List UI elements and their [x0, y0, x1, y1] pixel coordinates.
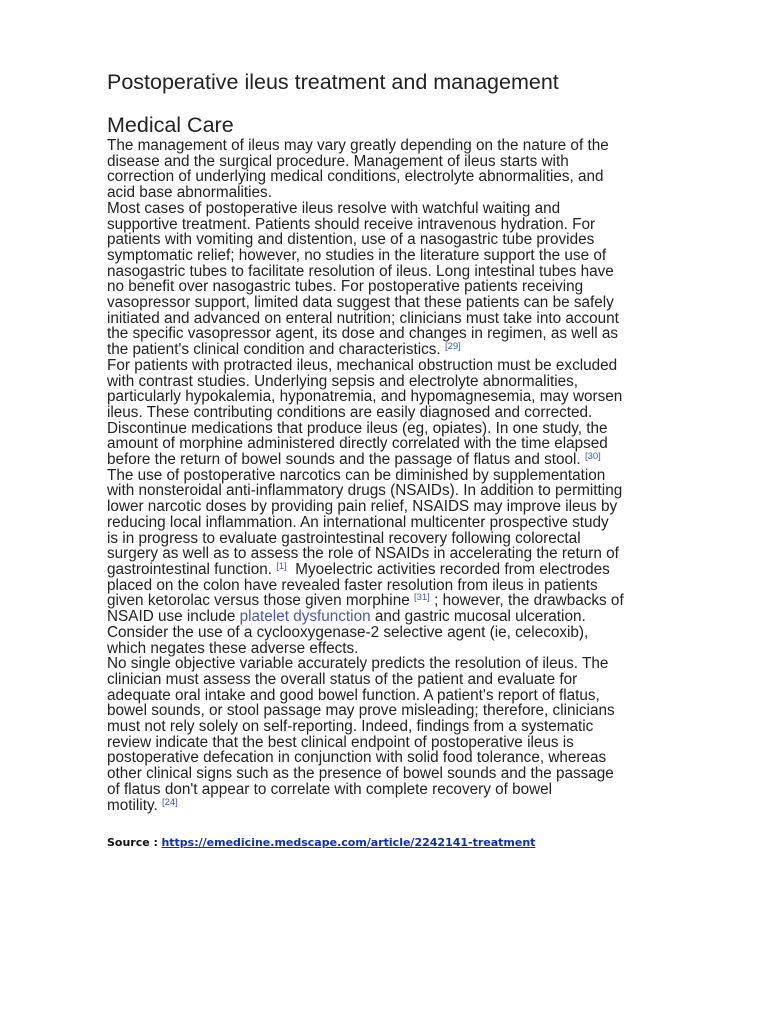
- text-line: [107, 625, 697, 641]
- text-line: [107, 766, 697, 782]
- line-text: clinician must assess the overall status of the patient and evaluate for: [107, 670, 578, 688]
- line-text: The use of postoperative narcotics can be diminished by supplementation: [107, 466, 606, 484]
- text-line: [107, 782, 697, 798]
- line-text: the specific vasopressor agent, its dose and changes in regimen, as well as: [107, 325, 619, 343]
- line-text: must not rely solely on self-reporting. Indeed, findings from a systematic: [107, 718, 594, 736]
- line-text: No single objective variable accurately predicts the resolution of ileus. The: [107, 655, 609, 673]
- text-line: [107, 295, 697, 311]
- body-paragraph: [107, 138, 697, 201]
- section-heading: Medical Care: [107, 113, 234, 137]
- text-line: [107, 185, 697, 201]
- line-text-continued: Myoelectric activities recorded from electrodes: [286, 560, 610, 578]
- text-line: [107, 232, 697, 248]
- text-line: [107, 750, 697, 766]
- text-line: [107, 358, 697, 374]
- text-line: [107, 389, 697, 405]
- text-line: [107, 656, 697, 672]
- source-label: Source :: [107, 836, 158, 849]
- inline-link[interactable]: platelet dysfunction: [239, 608, 371, 626]
- line-text: amount of morphine administered directly correlated with the time elapsed: [107, 435, 608, 453]
- line-text: For patients with protracted ileus, mechanical obstruction must be excluded: [107, 356, 618, 374]
- text-line: [107, 342, 697, 358]
- text-line: [107, 421, 697, 437]
- line-text: placed on the colon have revealed faster resolution from ileus in patients: [107, 576, 598, 594]
- text-line: [107, 248, 697, 264]
- line-text-continued: ; however, the drawbacks of: [429, 592, 624, 610]
- line-text: NSAID use include: [107, 608, 240, 626]
- document-title: Postoperative ileus treatment and management: [107, 70, 559, 94]
- text-line: [107, 405, 697, 421]
- line-text: review indicate that the best clinical endpoint of postoperative ileus is: [107, 733, 574, 751]
- text-line: [107, 311, 697, 327]
- text-line: [107, 138, 697, 154]
- line-text: adequate oral intake and good bowel function. A patient's report of flatus,: [107, 686, 600, 704]
- line-text: nasogastric tubes to facilitate resolution of ileus. Long intestinal tubes have: [107, 262, 614, 280]
- paragraphs-container: [107, 138, 697, 813]
- reference-marker[interactable]: [30]: [584, 451, 601, 463]
- line-text: other clinical signs such as the presence of bowel sounds and the passage: [107, 765, 614, 783]
- line-text: surgery as well as to assess the role of NSAIDs in accelerating the return of: [107, 545, 619, 563]
- line-text: correction of underlying medical conditions, electrolyte abnormalities, and: [107, 168, 604, 186]
- reference-marker[interactable]: [24]: [161, 796, 178, 808]
- line-text: with contrast studies. Underlying sepsis and electrolyte abnormalities,: [107, 372, 579, 390]
- source-link[interactable]: https://emedicine.medscape.com/article/2242141-treatment: [161, 836, 536, 849]
- line-text: disease and the surgical procedure. Management of ileus starts with: [107, 152, 569, 170]
- reference-marker[interactable]: [1]: [276, 560, 287, 572]
- line-text: reducing local inflammation. An international multicenter prospective study: [107, 513, 609, 531]
- line-text: is in progress to evaluate gastrointestinal recovery following colorectal: [107, 529, 581, 547]
- text-line: [107, 499, 697, 515]
- source-line: [107, 836, 535, 850]
- body-paragraph: [107, 358, 697, 468]
- text-line: [107, 515, 697, 531]
- text-line: [107, 264, 697, 280]
- line-text-continued: and gastric mucosal ulceration.: [370, 608, 586, 626]
- text-line: [107, 452, 697, 468]
- text-line: [107, 641, 697, 657]
- line-text: lower narcotic doses by providing pain relief, NSAIDS may improve ileus by: [107, 498, 618, 516]
- text-line: [107, 468, 697, 484]
- text-line: [107, 483, 697, 499]
- line-text: motility.: [107, 796, 158, 814]
- line-text: symptomatic relief; however, no studies in the literature support the use of: [107, 246, 607, 264]
- text-line: [107, 546, 697, 562]
- text-line: [107, 798, 697, 814]
- text-line: [107, 436, 697, 452]
- body-paragraph: [107, 468, 697, 656]
- body-paragraph: [107, 201, 697, 358]
- line-text: acid base abnormalities.: [107, 184, 272, 202]
- line-text: particularly hypokalemia, hyponatremia, and hypomagnesemia, may worsen: [107, 388, 623, 406]
- line-text: gastrointestinal function.: [107, 560, 272, 578]
- line-text: Discontinue medications that produce ileus (eg, opiates). In one study, the: [107, 419, 608, 437]
- line-text: vasopressor support, limited data suggest that these patients can be safely: [107, 294, 614, 312]
- line-text: the patient's clinical condition and characteristics.: [107, 341, 441, 359]
- line-text: bowel sounds, or stool passage may prove misleading; therefore, clinicians: [107, 702, 615, 720]
- line-text: given ketorolac versus those given morphine: [107, 592, 410, 610]
- line-text: of flatus don't appear to correlate with complete recovery of bowel: [107, 780, 553, 798]
- text-line: [107, 688, 697, 704]
- text-line: [107, 609, 697, 625]
- line-text: which negates these adverse effects.: [107, 639, 359, 657]
- line-text: ileus. These contributing conditions are easily diagnosed and corrected.: [107, 403, 593, 421]
- line-text: patients with vomiting and distention, use of a nasogastric tube provides: [107, 231, 595, 249]
- line-text: Most cases of postoperative ileus resolve with watchful waiting and: [107, 199, 561, 217]
- line-text: postoperative defecation in conjunction with solid food tolerance, whereas: [107, 749, 607, 767]
- text-line: [107, 154, 697, 170]
- line-text: The management of ileus may vary greatly depending on the nature of the: [107, 137, 609, 154]
- text-line: [107, 326, 697, 342]
- body-paragraph: [107, 656, 697, 813]
- text-line: [107, 374, 697, 390]
- text-line: [107, 169, 697, 185]
- line-text: initiated and advanced on enteral nutrition; clinicians must take into account: [107, 309, 619, 327]
- text-line: [107, 593, 697, 609]
- text-line: [107, 703, 697, 719]
- document-body: [107, 68, 697, 813]
- text-line: [107, 578, 697, 594]
- text-line: [107, 201, 697, 217]
- line-text: before the return of bowel sounds and the passage of flatus and stool.: [107, 451, 581, 469]
- line-text: supportive treatment. Patients should receive intravenous hydration. For: [107, 215, 596, 233]
- reference-marker[interactable]: [29]: [444, 341, 461, 353]
- text-line: [107, 279, 697, 295]
- line-text: with nonsteroidal anti-inflammatory drugs (NSAIDs). In addition to permitting: [107, 482, 623, 500]
- line-text: no benefit over nasogastric tubes. For postoperative patients receiving: [107, 278, 584, 296]
- text-line: [107, 531, 697, 547]
- text-line: [107, 735, 697, 751]
- text-line: [107, 562, 697, 578]
- text-line: [107, 217, 697, 233]
- line-text: Consider the use of a cyclooxygenase-2 selective agent (ie, celecoxib),: [107, 623, 589, 641]
- text-line: [107, 672, 697, 688]
- text-line: [107, 719, 697, 735]
- reference-marker[interactable]: [31]: [413, 592, 430, 604]
